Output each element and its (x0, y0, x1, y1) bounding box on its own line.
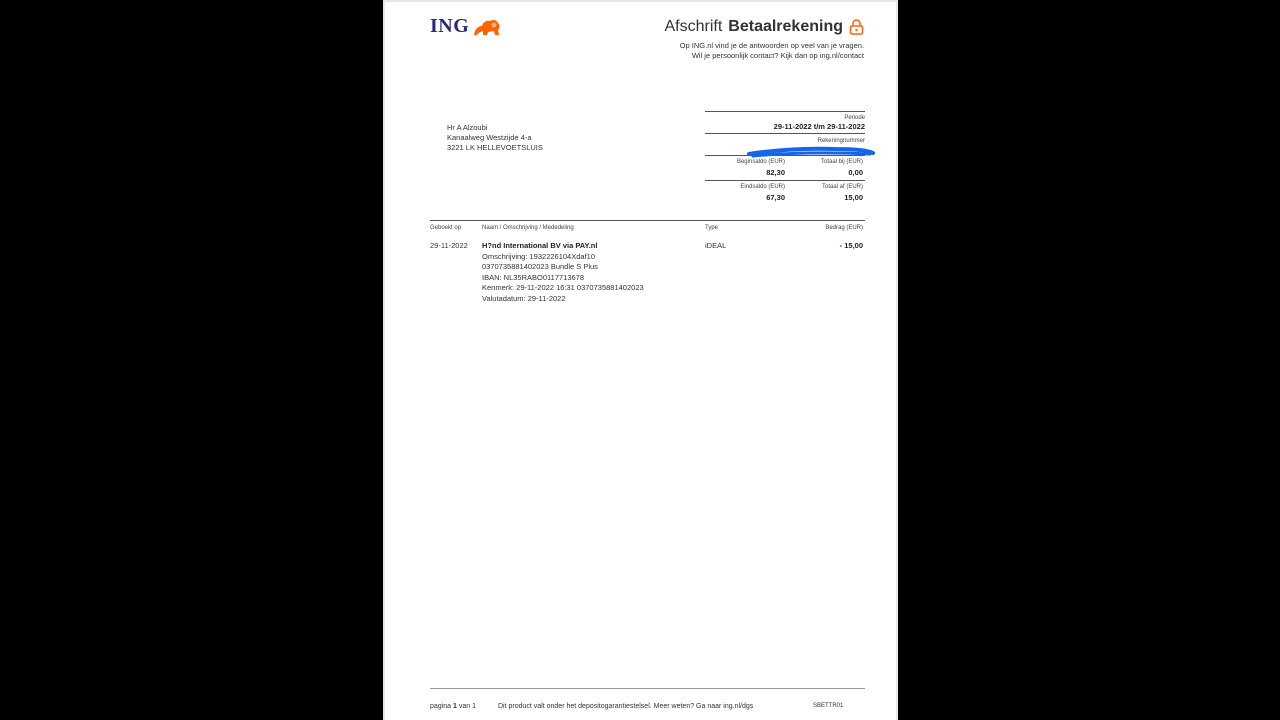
totaal-bij-label: Totaal bij (EUR) (820, 159, 863, 165)
page-indicator (430, 703, 476, 710)
totaal-af-cell (785, 184, 863, 202)
help-line: Wil je persoonlijk contact? Kijk dan op ing.nl/contact (691, 51, 864, 60)
eindsaldo-value: 67,30 (766, 193, 785, 202)
footer-code: SBETTR01 (813, 703, 844, 709)
totaal-bij-cell (785, 159, 863, 177)
divider (705, 133, 865, 134)
row-line: Omschrijving: 1932226104Xdaf10 (482, 251, 595, 261)
divider (430, 688, 865, 689)
saldo-row (705, 184, 865, 202)
periode-label: Periode (844, 115, 865, 121)
help-line: Op ING.nl vind je de antwoorden op veel van je vragen. (679, 41, 864, 50)
page-prefix: pagina (430, 703, 452, 710)
totaal-af-label: Totaal af (EUR) (821, 184, 863, 190)
ing-logo (430, 15, 502, 38)
saldo-row (705, 159, 865, 177)
customer-city: 3221 LK HELLEVOETSLUIS (447, 143, 543, 152)
row-line: Valutadatum: 29-11-2022 (482, 293, 566, 303)
lion-icon (472, 17, 502, 37)
row-line: Kenmerk: 29-11-2022 16:31 0370735881402023 (482, 283, 644, 292)
row-type: iDEAL (705, 241, 727, 250)
col-type: Type (705, 225, 719, 231)
customer-address (447, 123, 543, 153)
totaal-bij-value: 0,00 (848, 168, 863, 177)
periode-value: 29-11-2022 t/m 29-11-2022 (773, 122, 865, 131)
redaction-mark (745, 144, 877, 160)
footer-note: Dit product valt onder het depositogarantiestelsel. Meer weten? Ga naar ing.nl/dgs (498, 703, 754, 710)
customer-street: Kanaalweg Westzijde 4-a (447, 133, 532, 142)
col-bedrag: Bedrag (EUR) (825, 225, 863, 231)
eindsaldo-cell (705, 184, 785, 202)
page-footer (430, 688, 865, 713)
statement-title (664, 18, 864, 36)
eindsaldo-label: Eindsaldo (EUR) (740, 184, 785, 190)
transactions-header (430, 220, 865, 235)
beginsaldo-cell (705, 159, 785, 177)
row-description (482, 241, 644, 304)
divider (430, 220, 865, 221)
lock-icon (849, 19, 864, 35)
page-number: 1 (452, 703, 457, 710)
divider (705, 180, 865, 181)
row-name: H?nd International BV via PAY.nl (482, 241, 598, 250)
title-light: Afschrift (664, 18, 723, 35)
beginsaldo-label: Beginsaldo (EUR) (736, 159, 785, 165)
page-suffix: van 1 (458, 703, 476, 710)
help-text (680, 41, 864, 61)
customer-name: Hr A Alzoubi (447, 123, 488, 132)
col-naam: Naam / Omschrijving / Mededeling (482, 225, 574, 231)
row-amount: - 15,00 (839, 241, 863, 250)
totaal-af-value: 15,00 (844, 193, 863, 202)
divider (705, 111, 865, 112)
statement-page (385, 2, 896, 720)
brand-name: ING (430, 15, 470, 37)
row-line: IBAN: NL35RABO0117713678 (482, 272, 585, 282)
title-bold: Betaalrekening (728, 18, 843, 35)
beginsaldo-value: 82,30 (766, 168, 785, 177)
row-date: 29-11-2022 (430, 241, 468, 250)
row-line: 0370735881402023 Bundle S Plus (482, 262, 598, 271)
rekening-label: Rekeningnummer (817, 138, 865, 144)
col-geboekt: Geboekt op (430, 225, 462, 231)
